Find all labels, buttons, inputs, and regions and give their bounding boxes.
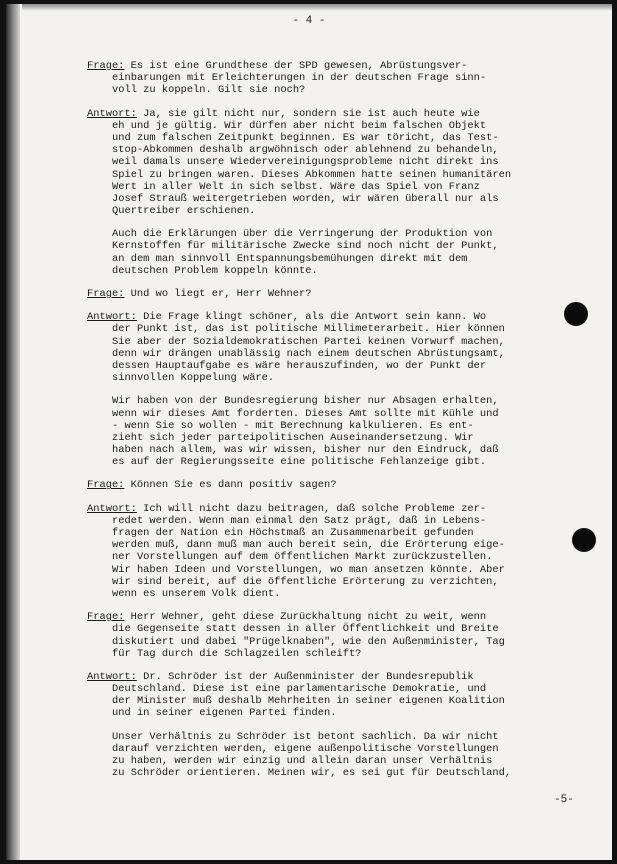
text-line: fragen der Nation ein Höchstmaß an Zusammenarbeit gefunden bbox=[112, 527, 474, 539]
line-text: Die Frage klingt schöner, als die Antwort sein kann. Wo bbox=[136, 311, 487, 324]
text-line: wenn wir dieses Amt forderten. Dieses Amt sollte mit Kühle und bbox=[112, 407, 499, 420]
text-line: Auch die Erklärungen über die Verringerung der Produktion von bbox=[112, 228, 493, 241]
text-line: Wert in aller Welt in sich selbst. Wäre das Spiel von Franz bbox=[112, 180, 480, 193]
paragraph-gap bbox=[87, 384, 593, 395]
answer-block bbox=[87, 671, 593, 780]
answer-block bbox=[87, 311, 593, 468]
text-line: Deutschland. Diese ist eine parlamentarische Demokratie, und bbox=[112, 683, 487, 696]
question-block bbox=[87, 60, 593, 97]
text-line: und zum falschen Zeitpunkt beginnen. Es war töricht, das Test- bbox=[112, 131, 499, 144]
text-line: für Tag durch die Schlagzeilen schleift? bbox=[112, 647, 362, 660]
paragraph-gap bbox=[87, 720, 593, 731]
text-line: eh und je gültig. Wir dürfen aber nicht beim falschen Objekt bbox=[112, 119, 487, 132]
text-line: redet werden. Wenn man einmal den Satz prägt, daß in Lebens- bbox=[112, 514, 487, 527]
text-line: stop-Abkommen deshalb argwöhnisch oder ablehnend zu behandeln, bbox=[112, 144, 499, 157]
punch-hole bbox=[572, 528, 596, 552]
text-line bbox=[87, 611, 593, 623]
text-line: der Punkt ist, das ist politische Millimeterarbeit. Hier können bbox=[112, 323, 505, 336]
speaker-label: Antwort: bbox=[87, 502, 137, 515]
text-line: deutschen Problem koppeln könnte. bbox=[112, 264, 318, 277]
text-line: wir sind bereit, auf die öffentliche Erörterung zu verzichten, bbox=[112, 575, 499, 588]
text-line bbox=[87, 108, 593, 120]
text-line: denn wir drängen unablässig nach einem deutschen Abrüstungsamt, bbox=[112, 347, 505, 360]
answer-block bbox=[87, 503, 593, 601]
text-line: zieht sich jeder parteipolitischen Auseinandersetzung. Wir bbox=[112, 431, 474, 444]
speaker-label: Frage: bbox=[87, 479, 125, 492]
text-line: werden muß, dann muß man auch bereit sein, die Erörterung eige- bbox=[112, 539, 505, 552]
line-text: Dr. Schröder ist der Außenminister der Bundesrepublik bbox=[136, 670, 474, 683]
text-line: voll zu koppeln. Gilt sie noch? bbox=[112, 84, 306, 97]
text-line: wenn es unserem Volk dient. bbox=[112, 587, 281, 600]
text-line: ner Vorstellungen auf dem öffentlichen Markt zurückzustellen. bbox=[112, 551, 493, 564]
question-block bbox=[87, 611, 593, 660]
question-block bbox=[87, 288, 593, 300]
answer-block bbox=[87, 108, 593, 277]
text-line: es auf der Regierungsseite eine politische Fehlanzeige gibt. bbox=[112, 456, 487, 469]
paragraph-gap bbox=[87, 217, 593, 228]
text-line: weil damals unsere Wiedervereinigungsprobleme nicht direkt ins bbox=[112, 156, 499, 169]
text-line: diskutiert und dabei "Prügelknaben", wie den Außenminister, Tag bbox=[112, 635, 505, 648]
interview-text bbox=[87, 60, 593, 790]
speaker-label: Antwort: bbox=[87, 107, 137, 120]
text-line: haben nach allem, was wir wissen, bisher nur den Eindruck, daß bbox=[112, 444, 499, 457]
text-line: - wenn Sie so wollen - mit Berechnung kalkulieren. Es ent- bbox=[112, 419, 474, 432]
text-line: Sie aber der Sozialdemokratischen Partei keinen Vorwurf machen, bbox=[112, 335, 505, 348]
question-block bbox=[87, 479, 593, 491]
text-line: der Minister muß deshalb Mehrheiten in seiner eigenen Koalition bbox=[112, 695, 505, 708]
text-line: Spiel zu bringen waren. Dieses Abkommen hatte seinen humanitären bbox=[112, 168, 512, 181]
text-line: Quertreiber erschienen. bbox=[112, 205, 256, 218]
text-line: Josef Strauß weitergetrieben worden, wir wären überall nur als bbox=[112, 192, 499, 205]
line-text: Herr Wehner, geht diese Zurückhaltung nicht zu weit, wenn bbox=[124, 611, 487, 624]
line-text: Können Sie es dann positiv sagen? bbox=[124, 479, 337, 492]
speaker-label: Frage: bbox=[87, 611, 125, 624]
text-line: Unser Verhältnis zu Schröder ist betont sachlich. Da wir nicht bbox=[112, 730, 499, 743]
text-line: Wir haben von der Bundesregierung bisher nur Absagen erhalten, bbox=[112, 395, 499, 408]
text-line: zu Schröder orientieren. Meinen wir, es sei gut für Deutschland, bbox=[112, 767, 512, 780]
text-line: dessen Hauptaufgabe es wäre herauszufinden, wo der Punkt der bbox=[112, 359, 487, 372]
punch-hole bbox=[564, 302, 588, 326]
speaker-label: Frage: bbox=[87, 60, 125, 72]
line-text: Und wo liegt er, Herr Wehner? bbox=[124, 288, 312, 300]
text-line: an dem man sinnvoll Entspannungsbemühungen direkt mit dem bbox=[112, 252, 468, 265]
text-line bbox=[87, 60, 593, 72]
text-line bbox=[87, 479, 593, 491]
document-page bbox=[6, 4, 612, 860]
text-line: die Gegenseite statt dessen in aller Öffentlichkeit und Breite bbox=[112, 623, 499, 636]
line-text: Ja, sie gilt nicht nur, sondern sie ist auch heute wie bbox=[136, 107, 480, 120]
text-line: und in seiner eigenen Partei finden. bbox=[112, 707, 337, 720]
speaker-label: Frage: bbox=[87, 288, 125, 300]
text-line bbox=[87, 503, 593, 515]
text-line bbox=[87, 288, 593, 300]
speaker-label: Antwort: bbox=[87, 311, 137, 324]
text-line: zu haben, werden wir einzig und allein daran unser Verhältnis bbox=[112, 755, 493, 767]
speaker-label: Antwort: bbox=[87, 670, 137, 683]
text-line: Wir haben Ideen und Vorstellungen, wo man ansetzen könnte. Aber bbox=[112, 563, 505, 576]
text-line bbox=[87, 671, 593, 683]
line-text: Es ist eine Grundthese der SPD gewesen, Abrüstungsver- bbox=[124, 60, 468, 72]
line-text: Ich will nicht dazu beitragen, daß solche Probleme zer- bbox=[136, 502, 487, 515]
text-line: Kernstoffen für militärische Zwecke sind noch nicht der Punkt, bbox=[112, 240, 499, 253]
text-line: darauf verzichten werden, eigene außenpolitische Vorstellungen bbox=[112, 742, 499, 755]
text-line: sinnvollen Koppelung wäre. bbox=[112, 372, 275, 385]
text-line bbox=[87, 311, 593, 323]
page-number: - 4 - bbox=[292, 15, 326, 27]
text-line: einbarungen mit Erleichterungen in der deutschen Frage sinn- bbox=[112, 72, 487, 85]
next-page-marker: -5- bbox=[554, 794, 574, 806]
